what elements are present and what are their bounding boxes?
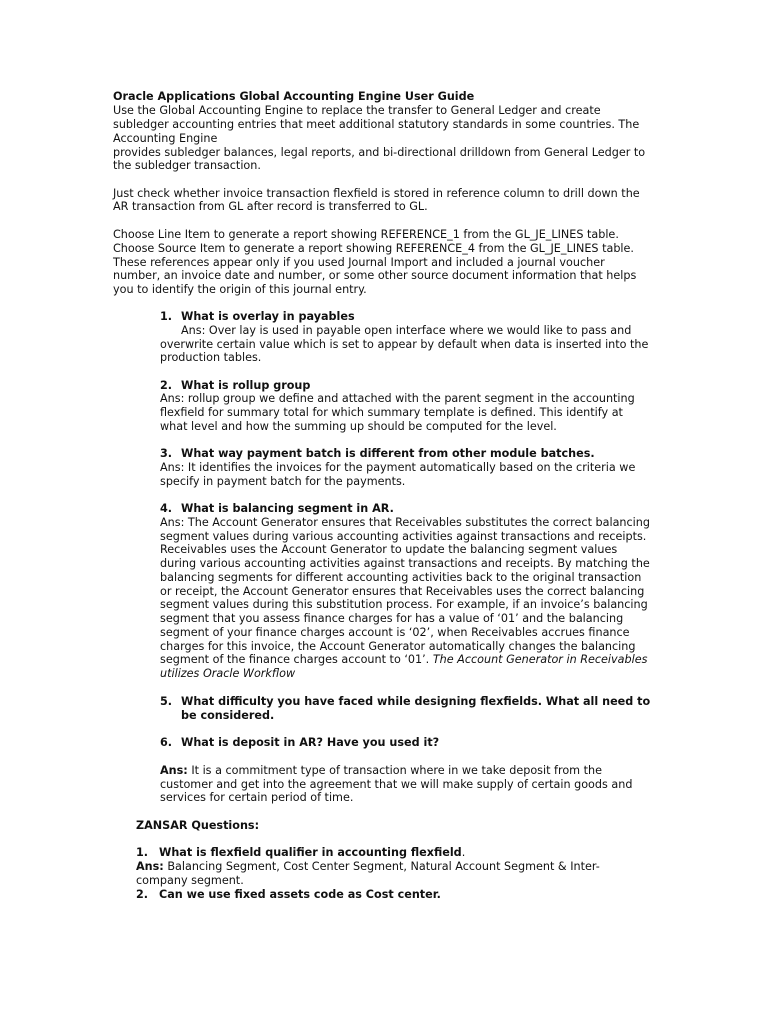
answer-line: balancing segments for different accounting activities back to the original transaction	[160, 571, 642, 584]
question-text: What is overlay in payables	[181, 310, 355, 323]
answer-line: specify in payment batch for the payments.	[160, 475, 406, 488]
answer-text: It is a commitment type of transaction where in we take deposit from the	[191, 764, 602, 777]
question-text: Can we use fixed assets code as Cost center.	[159, 888, 441, 901]
answer-label: Ans:	[160, 764, 188, 777]
answer-line: segment that you assess finance charges for has a value of ‘01’ and the balancing	[160, 612, 624, 625]
choose-paragraph-line: These references appear only if you used Journal Import and included a journal voucher	[113, 256, 605, 269]
question-text-period: .	[461, 846, 466, 859]
question-text: What is balancing segment in AR.	[181, 502, 394, 515]
answer-italic-note: utilizes Oracle Workflow	[160, 667, 296, 680]
answer-line: segment values during various accounting activities against transactions and receipts.	[160, 530, 647, 543]
choose-paragraph-line: Choose Source Item to generate a report showing REFERENCE_4 from the GL_JE_LINES table.	[113, 242, 634, 255]
answer-line: what level and how the summing up should be computed for the level.	[160, 420, 557, 433]
check-paragraph-line: Just check whether invoice transaction flexfield is stored in reference column to drill down the	[113, 187, 640, 200]
question-text	[159, 846, 465, 860]
answer-italic-note: The Account Generator in Receivables	[432, 653, 648, 666]
question-number: 1.	[160, 310, 173, 323]
answer-line: Ans: It identifies the invoices for the payment automatically based on the criteria we	[160, 461, 636, 474]
question-number: 5.	[160, 695, 173, 708]
document-title: Oracle Applications Global Accounting Engine User Guide	[113, 90, 475, 103]
question-number: 3.	[160, 447, 173, 460]
answer-line: Ans: rollup group we define and attached with the parent segment in the accounting	[160, 392, 635, 405]
answer-line: production tables.	[160, 351, 262, 364]
question-text: What is deposit in AR? Have you used it?	[181, 736, 440, 749]
answer-line: services for certain period of time.	[160, 791, 354, 804]
question-text: What is rollup group	[181, 379, 311, 392]
question-number: 2.	[160, 379, 173, 392]
check-paragraph-line: AR transaction from GL after record is transferred to GL.	[113, 200, 428, 213]
section-heading: ZANSAR Questions:	[136, 819, 260, 832]
answer-line: or receipt, the Account Generator ensures that Receivables uses the correct balancing	[160, 585, 645, 598]
question-number: 2.	[136, 888, 149, 901]
answer-line: during various accounting activities against transactions and receipts. By matching the	[160, 557, 650, 570]
answer-line: Ans: The Account Generator ensures that Receivables substitutes the correct balancing	[160, 516, 650, 529]
question-text: What way payment batch is different from other module batches.	[181, 447, 595, 460]
choose-paragraph-line: you to identify the origin of this journal entry.	[113, 283, 367, 296]
intro-line: provides subledger balances, legal reports, and bi-directional drilldown from General Ledger to	[113, 146, 646, 159]
answer-label: Ans:	[136, 860, 164, 873]
choose-paragraph-line: number, an invoice date and number, or some other source document information that helps	[113, 269, 637, 282]
answer-line: overwrite certain value which is set to appear by default when data is inserted into the	[160, 338, 649, 351]
answer-line: company segment.	[136, 874, 244, 887]
question-text-bold: What is flexfield qualifier in accounting flexfield	[159, 846, 462, 859]
answer-line: segment values during this substitution process. For example, if an invoice’s balancing	[160, 598, 648, 611]
question-number: 6.	[160, 736, 173, 749]
answer-text: segment of the finance charges account to ‘01’.	[160, 653, 430, 666]
answer-line	[136, 860, 600, 874]
intro-line: the subledger transaction.	[113, 159, 261, 172]
question-text: be considered.	[181, 709, 275, 722]
question-number: 1.	[136, 846, 149, 859]
answer-text: Balancing Segment, Cost Center Segment, Natural Account Segment & Inter-	[167, 860, 600, 873]
intro-line: subledger accounting entries that meet additional statutory standards in some countries. The	[113, 118, 640, 131]
answer-line: charges for this invoice, the Account Generator automatically changes the balancing	[160, 640, 636, 653]
answer-line: customer and get into the agreement that we will make supply of certain goods and	[160, 778, 633, 791]
answer-line: Receivables uses the Account Generator to update the balancing segment values	[160, 543, 618, 556]
answer-line: Ans: Over lay is used in payable open interface where we would like to pass and	[181, 324, 632, 337]
answer-line: segment of your finance charges account is ‘02’, when Receivables accrues finance	[160, 626, 630, 639]
answer-line	[160, 653, 647, 667]
choose-paragraph-line: Choose Line Item to generate a report showing REFERENCE_1 from the GL_JE_LINES table.	[113, 228, 619, 241]
question-number: 4.	[160, 502, 173, 515]
intro-line: Use the Global Accounting Engine to replace the transfer to General Ledger and create	[113, 104, 601, 117]
question-text: What difficulty you have faced while designing flexfields. What all need to	[181, 695, 651, 708]
answer-line: flexfield for summary total for which summary template is defined. This identify at	[160, 406, 623, 419]
intro-line: Accounting Engine	[113, 132, 218, 145]
answer-line	[160, 764, 602, 778]
